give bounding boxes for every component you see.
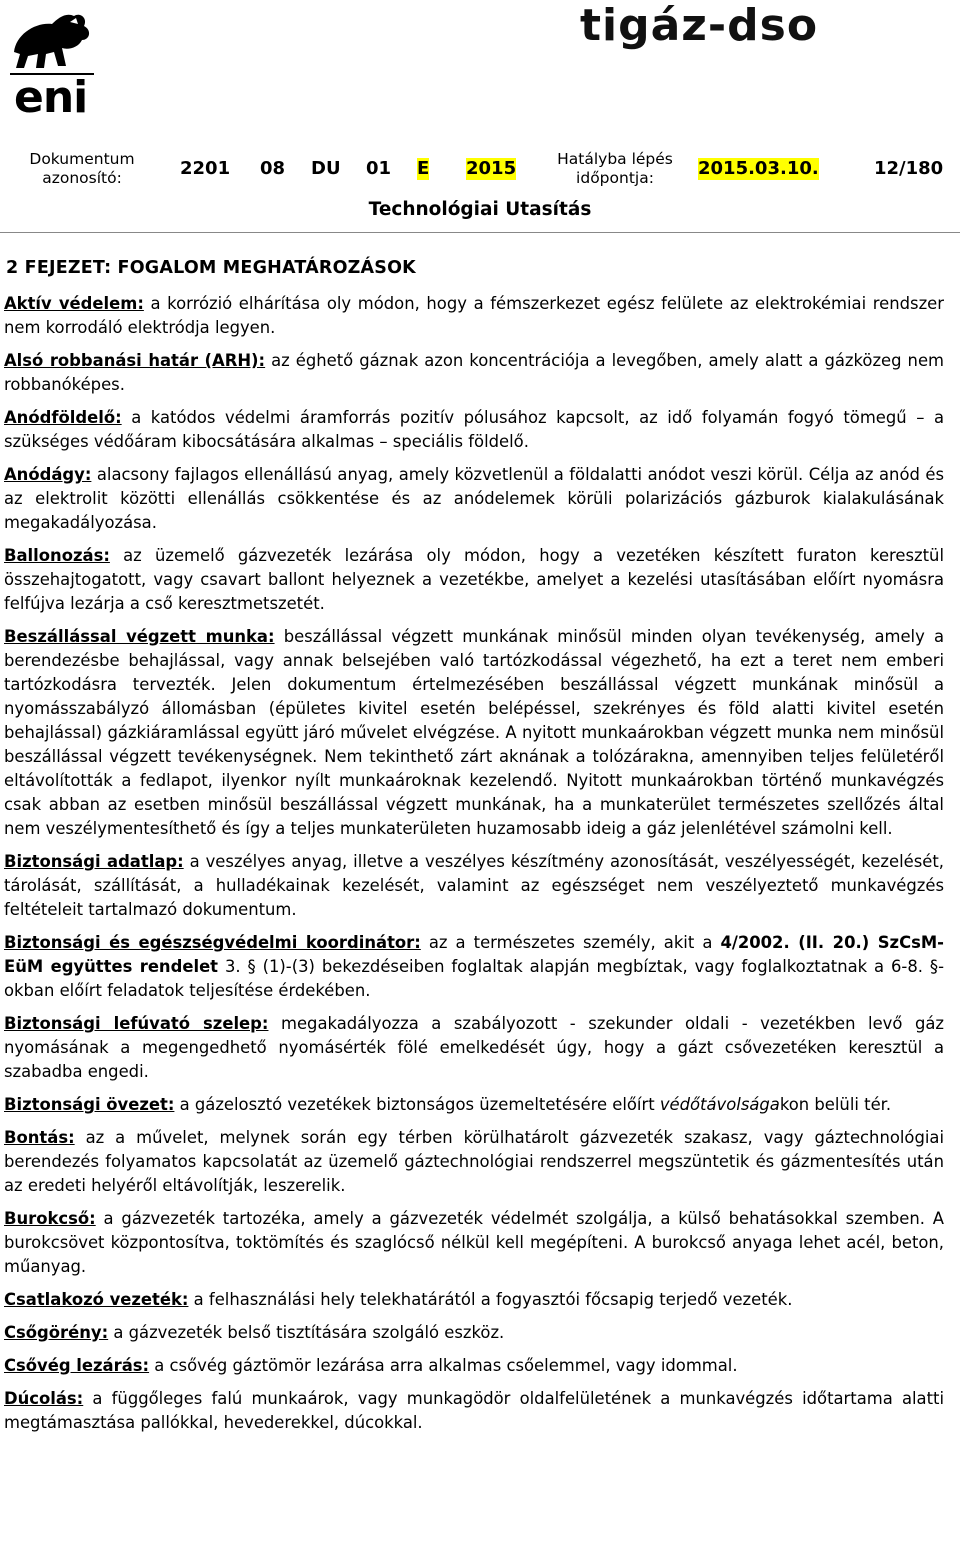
doc-id-part-1: 2201 bbox=[180, 158, 231, 179]
definition-term: Biztonsági adatlap: bbox=[4, 852, 184, 871]
definition-term: Beszállással végzett munka: bbox=[4, 627, 275, 646]
definition-term: Anódföldelő: bbox=[4, 408, 122, 427]
document-subtitle: Technológiai Utasítás bbox=[368, 199, 592, 220]
definition-term: Anódágy: bbox=[4, 465, 92, 484]
definition-text: a gázvezeték tartozéka, amely a gázvezeték védelmét szolgálja, a külső behatásokkal szemben. A burokcsövet központosítva, toktömítés és szaglócső nélkül kell megépíteni. A burokcső anyaga lehet acél, beton, műanyag. bbox=[4, 1209, 944, 1276]
definition bbox=[4, 544, 944, 616]
italic-term: védőtávolsága bbox=[659, 1095, 780, 1114]
definition-text: az éghető gáznak azon koncentrációja a levegőben, amely alatt a gázközeg nem robbanóképes. bbox=[4, 351, 944, 394]
definition-term: Biztonsági lefúvató szelep: bbox=[4, 1014, 269, 1033]
regulation-reference: 4/2002. (II. 20.) SzCsM-EüM együttes rendelet bbox=[4, 933, 944, 976]
definition-text: a függőleges falú munkaárok, vagy munkagödör oldalfelületének a munkavégzés időtartama alatti megtámasztása pallókkal, hevederekkel, dúcokkal. bbox=[4, 1389, 944, 1432]
doc-id-part-6: 2015 bbox=[466, 158, 517, 179]
doc-id-part-4: 01 bbox=[366, 158, 392, 179]
definition bbox=[4, 850, 944, 922]
definition-text: alacsony fajlagos ellenállású anyag, amely közvetlenül a földalatti anódot veszi körül. Célja az anód és az elektrolit közötti ellenállás csökkentése és az anódelemek körüli polarizációs gázburok kialakulásának megakadályozása. bbox=[4, 465, 944, 532]
doc-id-part-3: DU bbox=[311, 158, 341, 179]
definition bbox=[4, 1354, 944, 1378]
page-number: 12/180 bbox=[874, 158, 944, 179]
header-divider bbox=[0, 232, 960, 233]
definition-term: Csatlakozó vezeték: bbox=[4, 1290, 189, 1309]
definition bbox=[4, 463, 944, 535]
definitions-list bbox=[4, 292, 944, 1444]
definition-text: kon belüli tér. bbox=[779, 1095, 892, 1114]
definition-term: Alsó robbanási határ (ARH): bbox=[4, 351, 266, 370]
definition-term: Bontás: bbox=[4, 1128, 75, 1147]
definition bbox=[4, 292, 944, 340]
definition bbox=[4, 625, 944, 841]
doc-id-part-2: 08 bbox=[260, 158, 286, 179]
definition bbox=[4, 1126, 944, 1198]
definition-term: Csőgörény: bbox=[4, 1323, 109, 1342]
definition-text: a veszélyes anyag, illetve a veszélyes készítmény azonosítását, veszélyességét, kezelését, tárolását, szállítását, a hulladékainak kezelését, valamint az egészséget nem veszélyeztető munkavégzés feltételeit tartalmazó dokumentum. bbox=[4, 852, 944, 919]
definition-text: az üzemelő gázvezeték lezárása oly módon, hogy a vezetéken készített furaton keresztül összehajtogatott, vagy csavart ballont helyeznek a vezetékbe, amelyet a kezelési utasításában előírt nyomásra felfújva lezárja a cső keresztmetszetét. bbox=[4, 546, 944, 613]
effective-label: Hatályba lépés időpontja: bbox=[557, 150, 673, 187]
definition-term: Biztonsági és egészségvédelmi koordinátor: bbox=[4, 933, 421, 952]
definition-text: az a természetes személy, akit a bbox=[420, 933, 721, 952]
definition-text: 3. § (1)-(3) bekezdéseiben foglaltak alapján megbíztak, vagy foglalkoztatnak a 6-8. §-okban előírt feladatok teljesítése érdekében. bbox=[4, 957, 944, 1000]
effective-date: 2015.03.10. bbox=[698, 158, 819, 179]
definition bbox=[4, 406, 944, 454]
definition-text: a gázelosztó vezetékek biztonságos üzemeltetésére előírt bbox=[174, 1095, 660, 1114]
tigaz-dso-logo: tigáz-dso bbox=[580, 0, 819, 51]
chapter-title: 2 FEJEZET: FOGALOM MEGHATÁROZÁSOK bbox=[6, 258, 416, 278]
definition bbox=[4, 1387, 944, 1435]
definition bbox=[4, 1207, 944, 1279]
definition-term: Dúcolás: bbox=[4, 1389, 84, 1408]
definition bbox=[4, 1321, 944, 1345]
doc-id-part-5: E bbox=[417, 158, 430, 179]
definition bbox=[4, 349, 944, 397]
definition bbox=[4, 931, 944, 1003]
document-header bbox=[0, 146, 960, 192]
definition bbox=[4, 1288, 944, 1312]
definition-text: a csővég gáztömör lezárása arra alkalmas csőelemmel, vagy idommal. bbox=[149, 1356, 738, 1375]
definition bbox=[4, 1093, 944, 1117]
definition-text: a katódos védelmi áramforrás pozitív pólusához kapcsolt, az idő folyamán fogyó tömegű – a szükséges védőáram kibocsátására alkalmas – speciális földelő. bbox=[4, 408, 944, 451]
definition-text: megakadályozza a szabályozott - szekunder oldali - vezetékben levő gáz nyomásának a megengedhető nyomásérték fölé emelkedését úgy, hogy a gázt csővezetéken keresztül a szabadba engedi. bbox=[4, 1014, 944, 1081]
definition bbox=[4, 1012, 944, 1084]
definition-text: beszállással végzett munkának minősül minden olyan tevékenység, amely a berendezésbe behajlással, vagy annak belsejében való tartózkodással végezhető, ha ezt a teret nem emberi tartózkodásra tervezték. Jelen dokumentum értelmezésében beszállással végzett munkának minősül a nyomásszabályzó állomásban (épületes kivitel esetén belépéssel, szekrényes és föld alatti kivitel esetén behajlással) gázkiáramlással együtt járó művelet elvégzése. A nyitott munkaárokban végzett munka nem minősül beszállással végzett tevékenységnek. Nem tekinthető zárt aknának a tolózárakna, amennyiben teljes felületéről eltávolították a fedlapot, ilyenkor nyílt munkaároknak kezelendő. Nyitott munkaárokban történő munkavégzés csak abban az esetben minősül beszállással végzett munkának, ha a munkaterület természetes szellőzés által nem veszélymentesíthető és így a teljes munkaterületen huzamosabb ideig a gáz jelenlétével számolni kell. bbox=[4, 627, 944, 838]
definition-text: az a művelet, melynek során egy térben körülhatárolt gázvezeték szakasz, vagy gáztechnológiai berendezés folyamatos kapcsolatát az üzemelő gáztechnológiai rendszerrel megszüntetik és gázmentesítés után az eredeti helyéről eltávolítják, leszerelik. bbox=[4, 1128, 944, 1195]
definition-term: Burokcső: bbox=[4, 1209, 96, 1228]
definition-term: Biztonsági övezet: bbox=[4, 1095, 175, 1114]
definition-text: a felhasználási hely telekhatárától a fogyasztói főcsapig terjedő vezeték. bbox=[188, 1290, 793, 1309]
definition-term: Ballonozás: bbox=[4, 546, 110, 565]
definition-term: Aktív védelem: bbox=[4, 294, 144, 313]
definition-text: a gázvezeték belső tisztítására szolgáló eszköz. bbox=[108, 1323, 505, 1342]
definition-term: Csővég lezárás: bbox=[4, 1356, 150, 1375]
definition-text: a korrózió elhárítása oly módon, hogy a fémszerkezet egész felülete az elektrokémiai rendszer nem korrodáló elektródja legyen. bbox=[4, 294, 944, 337]
doc-id-label: Dokumentum azonosító: bbox=[29, 150, 135, 187]
eni-logo-text: eni bbox=[14, 72, 88, 123]
